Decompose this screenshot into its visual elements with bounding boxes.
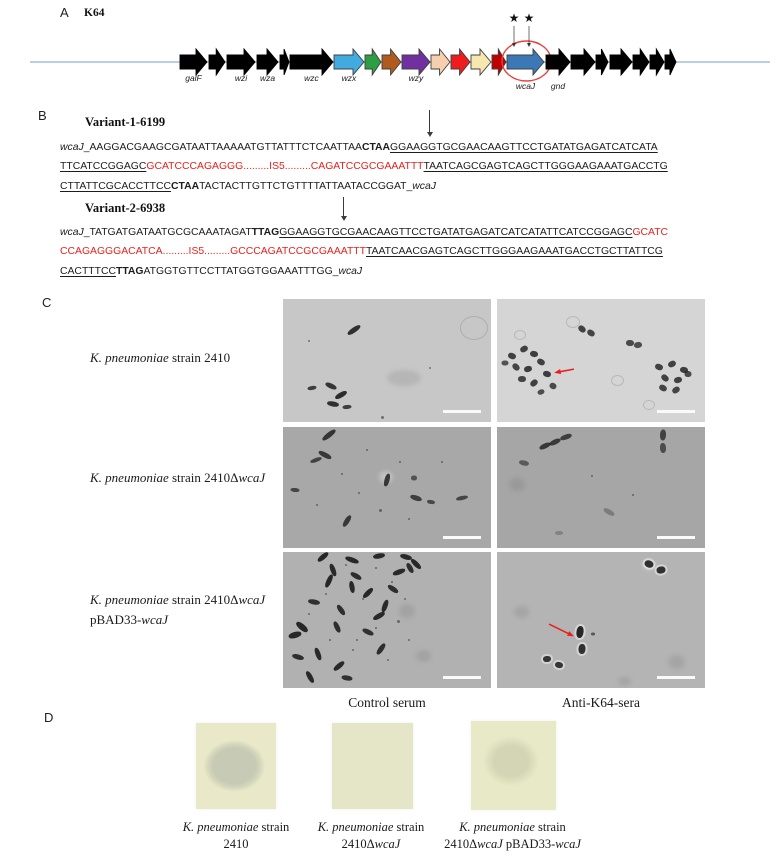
text-segment: CTAA <box>171 180 200 192</box>
bacteria-cell <box>426 499 435 504</box>
gene-arrow-wza <box>257 49 278 75</box>
micrograph-pbad33-antisera <box>497 552 705 688</box>
text-segment: TTAG <box>116 265 144 277</box>
text-segment: K. pneumoniae <box>182 820 259 834</box>
debris-speck <box>441 461 443 463</box>
background-blob <box>509 478 525 491</box>
sequence-line <box>60 262 668 281</box>
bacteria-cell <box>305 670 316 684</box>
variant-1-heading: Variant-1-6199 <box>85 115 166 129</box>
bacteria-cell <box>334 390 348 401</box>
bacteria-cell <box>346 323 361 336</box>
gene-label-gnd: gnd <box>550 81 566 91</box>
bacteria-cell <box>321 429 337 443</box>
column-label-control-serum: Control serum <box>348 695 426 710</box>
text-segment: K. pneumoniae <box>90 470 169 485</box>
text-segment: ATGGTGTTCCTTATGGTGGAAATTTGG_ <box>143 265 339 277</box>
bacteria-cell <box>291 488 300 493</box>
text-segment: wcaJ <box>238 592 266 607</box>
debris-speck <box>325 593 327 595</box>
bacteria-cell <box>342 675 354 682</box>
text-segment: CACTTTCC <box>60 265 116 277</box>
text-segment: 2410Δ <box>444 837 478 851</box>
gene-label-wzc: wzc <box>304 73 319 83</box>
sequence-line <box>60 177 668 196</box>
text-segment: GGAAGGTGCGAACAAGTTCCTGATATGAGATCATCATA <box>390 142 658 153</box>
gene-arrow <box>633 49 649 75</box>
gene-label-galF: galF <box>185 73 202 83</box>
sequence-line <box>60 157 668 176</box>
bacteria-cell <box>314 647 323 661</box>
gene-arrow <box>431 49 450 75</box>
text-segment: wcaJ <box>60 227 84 238</box>
micrograph-2410-control <box>283 299 491 422</box>
text-segment: 2410Δ <box>341 837 375 851</box>
gene-arrow <box>610 49 632 75</box>
bacteria-cell <box>410 494 423 502</box>
debris-speck <box>358 492 360 494</box>
text-segment: wcaJ <box>412 180 436 192</box>
gene-arrow <box>209 49 225 75</box>
scale-bar <box>443 536 481 539</box>
gene-cluster-diagram <box>0 0 776 100</box>
agar-spot-pbad33 <box>471 721 556 810</box>
bacteria-cell <box>307 385 317 391</box>
agar-spot-2410 <box>196 723 276 809</box>
gene-label-wzi: wzi <box>234 73 248 83</box>
debris-speck <box>375 567 377 569</box>
debris-speck <box>308 613 310 615</box>
gene-label-wcaJ: wcaJ <box>515 81 536 91</box>
bacteria-cell <box>308 599 321 606</box>
gene-label-wza: wza <box>259 73 276 83</box>
gene-arrow <box>571 49 595 75</box>
bacteria-cell <box>456 495 469 501</box>
bacteria-cell <box>387 583 400 594</box>
gene-arrow-wzy <box>402 49 430 75</box>
debris-speck <box>632 494 634 496</box>
bacteria-cell <box>411 475 417 480</box>
gene-label-wzy: wzy <box>408 73 424 83</box>
bacteria-cell <box>336 604 347 617</box>
bacteria-cell <box>332 620 342 633</box>
bacteria-cell <box>660 430 667 441</box>
text-segment: 2410 <box>223 837 249 851</box>
gene-arrow-wcaJ <box>507 49 544 75</box>
debris-speck <box>404 598 406 600</box>
bacteria-cell <box>362 586 375 599</box>
bacteria-cell <box>555 531 563 535</box>
bacteria-cell <box>327 400 340 407</box>
bacteria-cell <box>348 581 355 594</box>
debris-speck <box>345 564 347 566</box>
text-segment: TAATCAACGAGTCAGCTTGGGAAGAAATGACCTGCTTATTCG <box>365 246 663 258</box>
gene-arrow <box>650 49 664 75</box>
debris-speck <box>375 627 377 629</box>
bacteria-cell <box>603 507 616 517</box>
text-segment: wcaJ <box>374 837 401 851</box>
text-segment: strain 2410Δ <box>168 470 239 485</box>
text-segment: strain <box>258 820 290 834</box>
panel-b-letter: B <box>38 108 47 123</box>
gene-arrow <box>665 49 676 75</box>
text-segment: wcaJ <box>477 837 503 851</box>
text-segment: _TATGATGATAATGCGCAAATAGAT <box>83 227 252 238</box>
text-segment: K. pneumoniae <box>90 350 169 365</box>
agar-label-line1 <box>420 819 605 836</box>
panel-d-letter: D <box>44 710 54 725</box>
debris-speck <box>341 473 343 475</box>
text-segment: pBAD33- <box>502 837 556 851</box>
debris-speck <box>379 509 382 512</box>
bacteria-cell <box>372 553 385 560</box>
micrograph-dwcaj-control <box>283 427 491 548</box>
bacteria-cell <box>343 405 352 410</box>
agar-label-line1 <box>176 819 296 836</box>
strain-row-label-2410-dwcaj-pbad33 <box>90 592 300 608</box>
variant-2-sequence <box>60 223 668 281</box>
debris-speck <box>316 504 318 506</box>
micrograph-2410-antisera <box>497 299 705 422</box>
micrograph-dwcaj-antisera <box>497 427 705 548</box>
agar-label-2410 <box>176 819 296 853</box>
bacteria-cell <box>333 660 346 672</box>
panel-a-letter: A <box>60 5 69 20</box>
bacteria-cell <box>324 382 337 392</box>
text-segment: wcaJ <box>555 837 581 851</box>
debris-speck <box>408 518 410 520</box>
debris-speck <box>397 620 400 623</box>
debris-speck <box>399 461 401 463</box>
bacteria-cell <box>393 568 407 577</box>
strain-row-label-2410-dwcaj <box>90 470 300 486</box>
sequence-line <box>60 138 668 157</box>
debris-speck <box>366 449 368 451</box>
bacteria-cell <box>375 642 387 656</box>
serotype-title: K64 <box>84 7 105 19</box>
text-segment: wcaJ <box>141 612 168 627</box>
debris-speck <box>329 639 331 641</box>
gene-arrow-wzi <box>227 49 255 75</box>
gene-arrow <box>451 49 470 75</box>
text-segment: strain 2410Δ <box>168 592 239 607</box>
bacteria-cell <box>324 573 334 588</box>
debris-speck <box>362 598 364 600</box>
debris-speck <box>408 639 410 641</box>
debris-speck <box>356 639 358 641</box>
gene-arrow <box>280 49 289 75</box>
text-segment: _AAGGACGAAGCGATAATTAAAAATGTTATTTCTCAATTAA <box>83 142 362 153</box>
debris-speck <box>387 659 389 661</box>
column-label-anti-k64: Anti-K64-sera <box>562 695 640 710</box>
agar-label-line2 <box>176 836 296 853</box>
text-segment: TAATCAGCGAGTCAGCTTGGGAAGAAATGACCTG <box>423 161 668 173</box>
agar-label-dwcaj <box>306 819 436 853</box>
text-segment: K. pneumoniae <box>90 592 169 607</box>
variant-1-sequence <box>60 138 668 196</box>
star-pointer-head <box>527 43 531 47</box>
text-segment: strain 2410 <box>168 350 231 365</box>
bacteria-cell <box>372 610 386 621</box>
gene-arrow <box>596 49 608 75</box>
text-segment: TTCATCCGGAGC <box>60 161 147 173</box>
background-blob <box>387 370 421 386</box>
scale-bar <box>657 536 695 539</box>
gene-label-wzx: wzx <box>341 73 357 83</box>
red-arrow-icon <box>497 552 705 688</box>
star-icon: ★ <box>523 11 535 25</box>
text-segment: wcaJ <box>238 470 266 485</box>
sequence-line <box>60 223 668 242</box>
background-blob <box>416 650 431 662</box>
gene-arrow-galF <box>180 49 207 75</box>
bacteria-cell <box>362 627 375 637</box>
bacteria-cell <box>660 442 667 452</box>
bacteria-cell <box>310 456 323 464</box>
text-segment: K. pneumoniae <box>459 820 535 834</box>
bacteria-cell <box>342 515 353 529</box>
text-segment: strain <box>534 820 566 834</box>
debris-speck <box>429 367 431 369</box>
star-icon: ★ <box>508 11 520 25</box>
panel-c-letter: C <box>42 295 52 310</box>
debris-speck <box>381 416 384 419</box>
bacteria-cell <box>288 630 302 639</box>
agar-label-line1 <box>306 819 436 836</box>
insertion-site-arrow <box>343 197 344 219</box>
micrograph-pbad33-control <box>283 552 491 688</box>
text-segment: pBAD33- <box>90 612 142 627</box>
text-segment: wcaJ <box>338 265 363 277</box>
text-segment: TACTACTTGTTCTGTTTTATTAATACCGGAT_ <box>199 180 413 192</box>
bacteria-cell <box>291 653 304 661</box>
gene-arrow <box>365 49 381 75</box>
sequence-line <box>60 242 668 261</box>
background-blob <box>399 604 415 618</box>
gene-arrow <box>471 49 491 75</box>
text-segment: GCATCCCAGAGGG.........IS5.........CAGATCCGCGAAATTT <box>146 161 424 173</box>
strain-row-label-pbad33-line2 <box>90 612 300 628</box>
agar-label-line2 <box>306 836 436 853</box>
agar-label-line2 <box>420 836 605 853</box>
debris-speck <box>308 340 310 342</box>
insertion-site-arrow <box>429 110 430 135</box>
debris-speck <box>352 649 354 651</box>
text-segment: GCATC <box>632 227 669 238</box>
text-segment: CTTATTCGCACCTTCC <box>60 180 172 192</box>
bacteria-cell <box>316 552 329 564</box>
debris-speck <box>591 475 593 477</box>
scale-bar <box>443 676 481 679</box>
artifact-ring <box>460 316 488 340</box>
variant-2-heading: Variant-2-6938 <box>85 201 166 215</box>
text-segment: TTAG <box>251 227 280 238</box>
gene-arrow-wzc <box>290 49 333 75</box>
text-segment: CCAGAGGGACATCA.........IS5.........GCCCAGATCCGCGAAATTT <box>60 246 366 258</box>
text-segment: wcaJ <box>60 142 84 153</box>
text-segment: K. pneumoniae <box>317 820 394 834</box>
bacteria-cell <box>519 460 530 467</box>
agar-label-pbad33 <box>420 819 605 853</box>
gene-arrow <box>382 49 401 75</box>
agar-spot-dwcaj <box>332 723 413 809</box>
gene-arrow-wzx <box>334 49 364 75</box>
text-segment: GGAAGGTGCGAACAAGTTCCTGATATGAGATCATCATATTCATCCGGAGC <box>279 227 633 238</box>
bacteria-cell <box>559 432 572 441</box>
red-arrow-icon <box>497 299 705 422</box>
strain-row-label-2410 <box>90 350 290 366</box>
text-segment: strain <box>393 820 425 834</box>
scale-bar <box>443 410 481 413</box>
debris-speck <box>391 581 393 583</box>
text-segment: CTAA <box>361 142 391 153</box>
